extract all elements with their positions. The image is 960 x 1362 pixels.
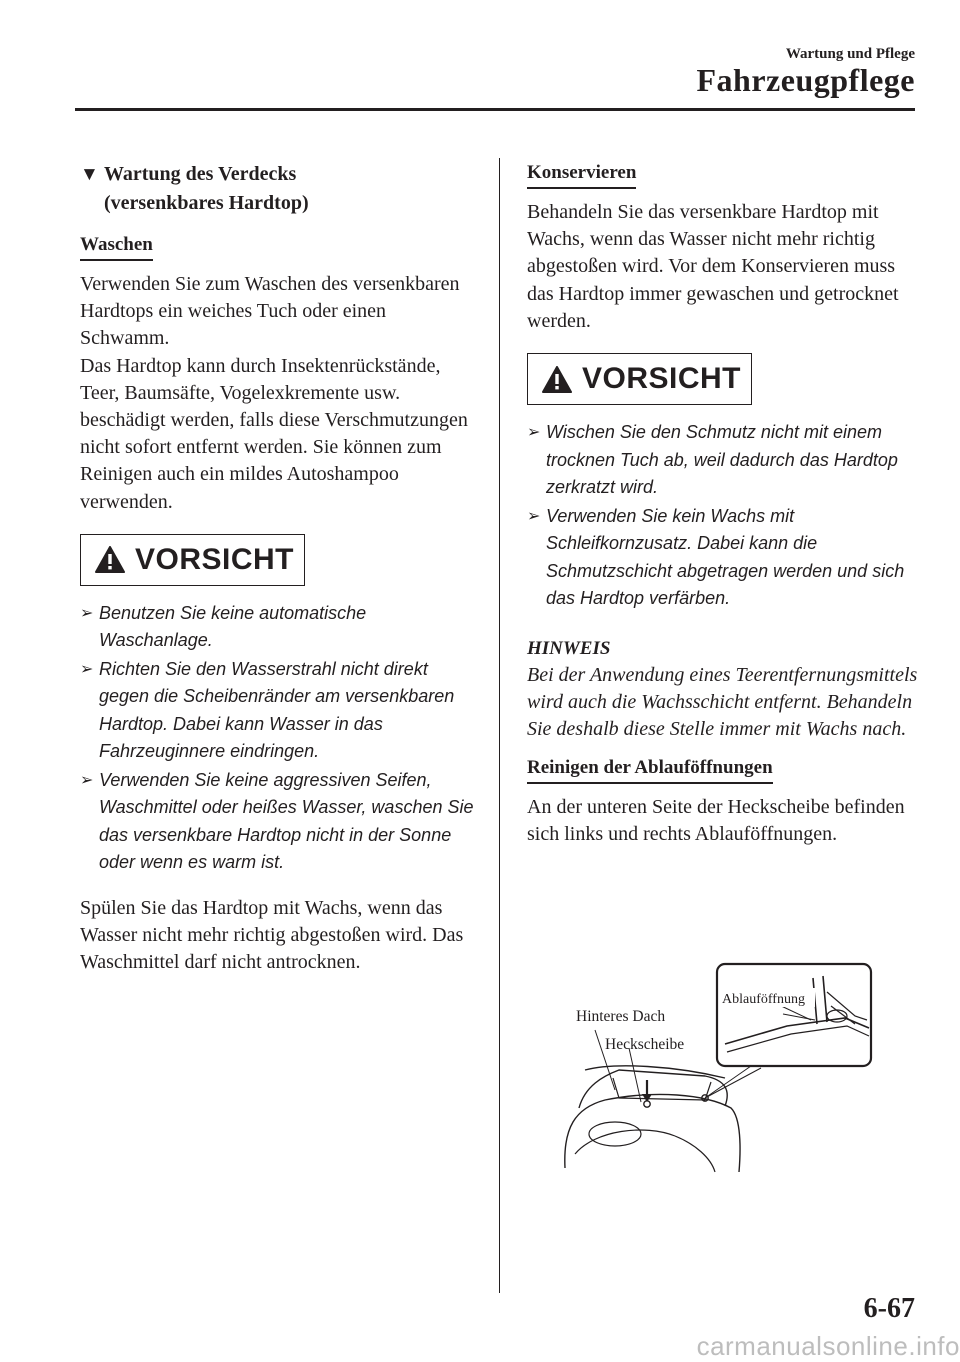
header-section-title: Wartung und Pflege bbox=[785, 46, 915, 62]
caution-item bbox=[80, 600, 475, 655]
triangle-marker-icon: ▼ bbox=[80, 164, 99, 185]
column-divider bbox=[499, 158, 500, 1293]
note-block bbox=[527, 635, 922, 744]
caution-item-text: Richten Sie den Wasserstrahl nicht direkt gegen die Scheibenränder am versenkbaren Hardtop. Dabei kann Wasser in das Fahrzeuginnere eindringen. bbox=[99, 658, 455, 762]
caution-item bbox=[80, 656, 475, 766]
left-column bbox=[80, 160, 475, 976]
caution-item-text: Wischen Sie den Schmutz nicht mit einem trocknen Tuch ab, weil dadurch das Hardtop zerkratzt wird. bbox=[546, 422, 898, 498]
caution-list bbox=[80, 600, 475, 877]
arrow-bullet-icon: ➢ bbox=[527, 424, 541, 442]
caution-item bbox=[527, 419, 922, 502]
caution-item bbox=[80, 767, 475, 877]
caution-list bbox=[527, 419, 922, 613]
subheading-waschen: Waschen bbox=[80, 232, 153, 261]
caution-item-text: Verwenden Sie keine aggressiven Seifen, Waschmittel oder heißes Wasser, waschen Sie das versenkbare Hardtop nicht in der Sonne oder wenn es warm ist. bbox=[99, 769, 474, 873]
subheading-ablauf: Reinigen der Ablauföffnungen bbox=[527, 755, 773, 784]
note-text: Bei der Anwendung eines Teerentfernungsmittels wird auch die Wachsschicht entfernt. Behandeln Sie deshalb diese Stelle immer mit Wachs nach. bbox=[527, 663, 918, 740]
header-chapter-title: Fahrzeugpflege bbox=[696, 62, 915, 98]
caution-label: VORSICHT bbox=[582, 362, 742, 396]
page-number: 6-67 bbox=[863, 1293, 915, 1324]
right-column bbox=[527, 160, 922, 849]
section-heading bbox=[80, 160, 475, 218]
watermark: carmanualsonline.info bbox=[696, 1331, 960, 1361]
arrow-bullet-icon: ➢ bbox=[80, 660, 94, 678]
caution-box bbox=[527, 353, 752, 405]
waschen-paragraph-1: Verwenden Sie zum Waschen des versenkbaren Hardtops ein weiches Tuch oder einen Schwamm. bbox=[80, 273, 460, 350]
arrow-bullet-icon: ➢ bbox=[80, 604, 94, 622]
warning-triangle-icon bbox=[542, 366, 572, 393]
caution-label: VORSICHT bbox=[135, 542, 295, 576]
ablauf-paragraph: An der unteren Seite der Heckscheibe befinden sich links und rechts Ablauföffnungen. bbox=[527, 796, 905, 846]
closing-paragraph: Spülen Sie das Hardtop mit Wachs, wenn das Wasser nicht mehr richtig abgestoßen wird. Das Waschmittel darf nicht antrocknen. bbox=[80, 896, 464, 974]
subheading-konservieren: Konservieren bbox=[527, 160, 636, 189]
label-hinteres-dach: Hinteres Dach bbox=[576, 1008, 666, 1025]
drain-opening-illustration bbox=[555, 958, 885, 1188]
section-heading-line1: Wartung des Verdecks bbox=[104, 163, 297, 185]
label-ablaufoeffnung: Ablauföffnung bbox=[722, 992, 805, 1007]
header-rule bbox=[75, 108, 915, 111]
caution-item-text: Benutzen Sie keine automatische Waschanlage. bbox=[99, 602, 367, 651]
waschen-paragraph-2: Das Hardtop kann durch Insektenrückstände, Teer, Baumsäfte, Vogelexkremente usw. beschädigt werden, falls diese Verschmutzungen nicht sofort entfernt werden. Sie können zum Reinigen auch ein mildes Autoshampoo verwenden. bbox=[80, 354, 468, 513]
caution-item-text: Verwenden Sie kein Wachs mit Schleifkornzusatz. Dabei kann die Schmutzschicht abgetragen werden und sich das Hardtop verfärben. bbox=[546, 505, 905, 609]
caution-item bbox=[527, 503, 922, 613]
detail-callout-box bbox=[717, 964, 871, 1066]
arrow-bullet-icon: ➢ bbox=[527, 507, 541, 525]
section-heading-line2: (versenkbares Hardtop) bbox=[104, 192, 309, 214]
konservieren-paragraph: Behandeln Sie das versenkbare Hardtop mit Wachs, wenn das Wasser nicht mehr richtig abgestoßen wird. Vor dem Konservieren muss das Hardtop immer gewaschen und getrocknet werden. bbox=[527, 201, 899, 332]
caution-box bbox=[80, 534, 305, 586]
label-heckscheibe: Heckscheibe bbox=[605, 1036, 685, 1053]
arrow-bullet-icon: ➢ bbox=[80, 771, 94, 789]
warning-triangle-icon bbox=[95, 546, 125, 573]
note-label: HINWEIS bbox=[527, 637, 611, 659]
